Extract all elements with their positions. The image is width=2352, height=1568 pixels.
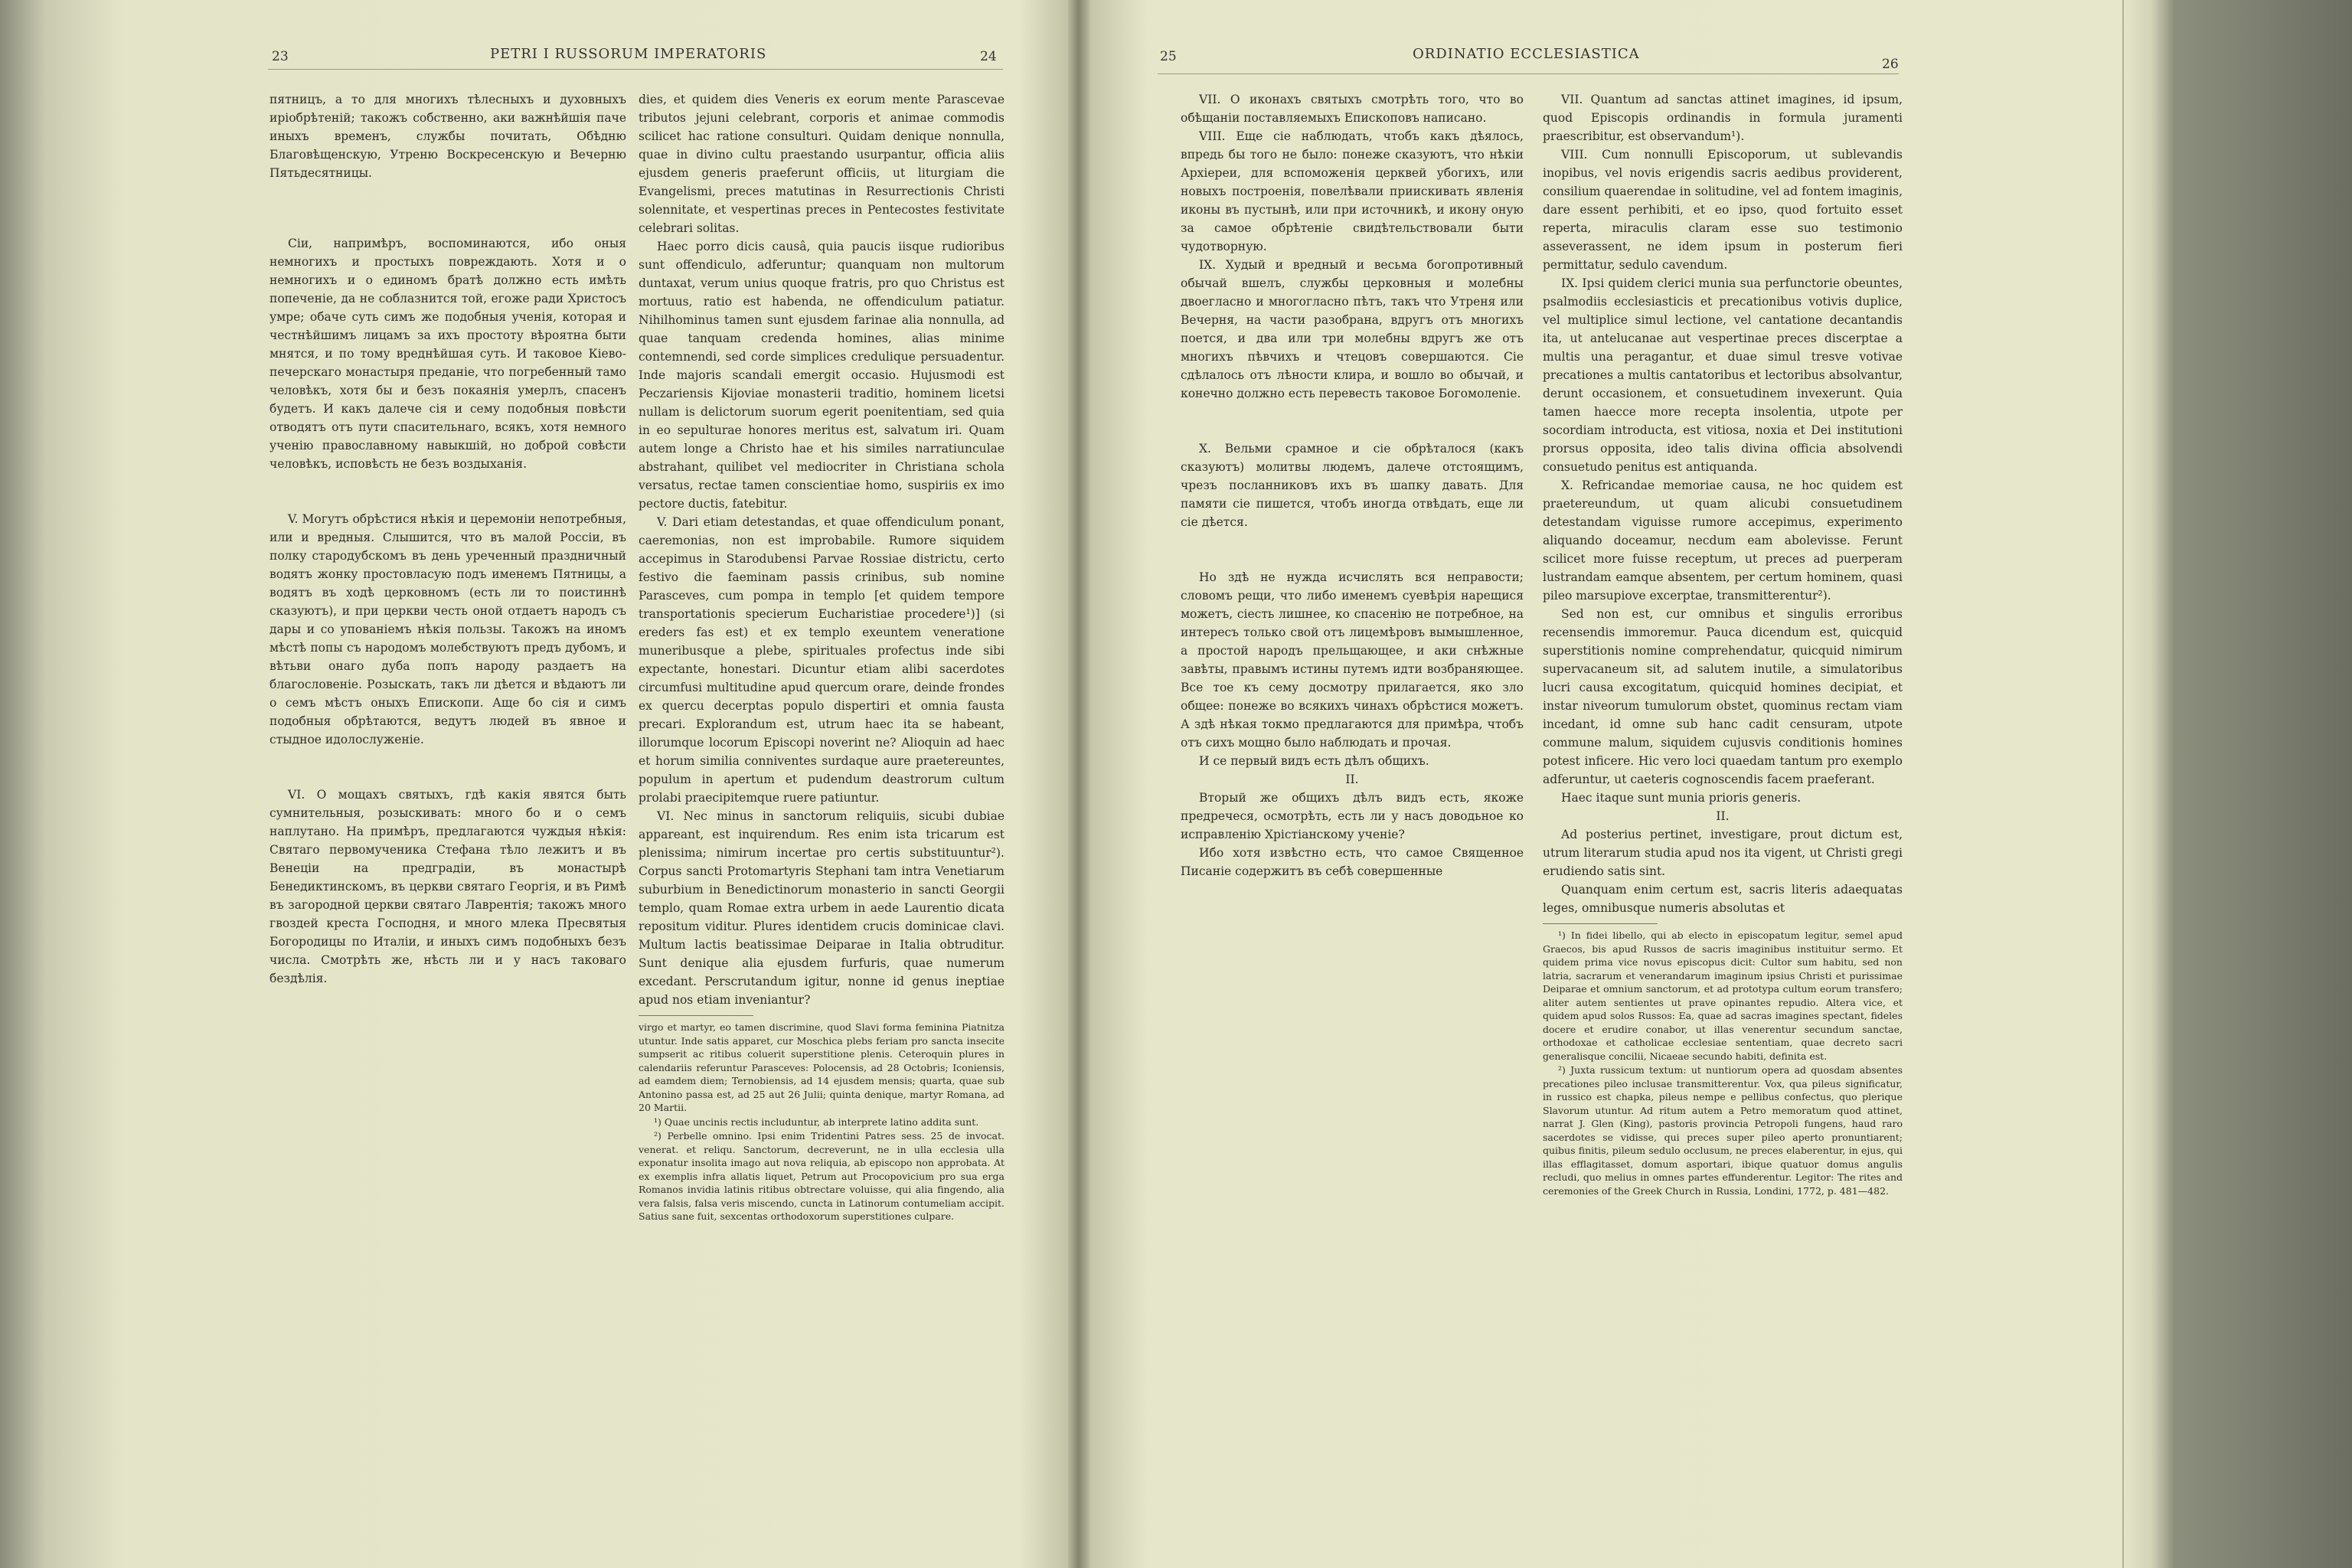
paragraph: Haec itaque sunt munia prioris generis. bbox=[1561, 791, 1802, 805]
paragraph: dies, et quidem dies Veneris ex eorum mente Parascevae tributos jejuni celebrant, corporis et animae commodis scilicet hac ratione consulturi. Quidam denique nonnulla, quae in divino cultu praestando usurpantur, officia aliis ejusdem generis praeferunt officiis, ut liturgiam die Evangelismi, preces matutinas in Resurrectionis Christi solennitate, et vespertinas preces in Pentecostes festivitate celebrari solitas. bbox=[639, 93, 1004, 235]
left-page-latin-column bbox=[639, 90, 1004, 1224]
paragraph: Sed non est, cur omnibus et singulis erroribus recensendis immoremur. Pauca dicendum est, quicquid superstitionis nomine comprehendatur, quicquid nimirum supervacaneum sit, ad salutem inutile, a simulatoribus lucri causa excogitatum, quicquid homines decipiat, et instar niveorum tumulorum obstet, quominus rectam viam incedant, id omne sub hanc cadit censuram, utpote commune malum, siquidem cujusvis conditionis homines potest inficere. Hic vero loci quaedam tantum pro exemplo adferuntur, ut caeteris cognoscendis facem praeferant. bbox=[1543, 607, 1903, 786]
paragraph: И се первый видъ есть дѣлъ общихъ. bbox=[1199, 754, 1429, 768]
paragraph: X. Вельми срамное и сіе обрѣталося (какъ сказуютъ) молитвы людемъ, далече отстоящимъ, чрезъ посланниковъ ихъ въ шапку давать. Для памяти сіе пишется, чтобъ иногда отвѣдать, еще ли сіе дѣется. bbox=[1181, 442, 1524, 529]
paragraph: VI. Nec minus in sanctorum reliquiis, sicubi dubiae appareant, est inquirendum. Res enim ista tricarum est plenissima; nimirum incertae pro certis substituuntur²). Corpus sancti Protomartyris Stephani tam intra Venetiarum suburbium in Benedictinorum monasterio in sancti Georgii templo, quam Romae extra urbem in aede Laurentio dicata repositum viditur. Plures identidem crucis dominicae clavi. Multum lactis beatissimae Deiparae in Italia obtruditur. Sunt denique alia ejusdem furfuris, quae numerum excedant. Perscrutandum igitur, nonne id genus ineptiae apud nos etiam inveniantur? bbox=[639, 809, 1004, 1007]
paragraph: X. Refricandae memoriae causa, ne hoc quidem est praetereundum, ut quam alicubi consuetudinem detestandam viguisse rumore accepimus, experimento aliquando doceamur, necdum eam abolevisse. Ferunt scilicet more fuisse receptum, ut preces ad puerperam lustrandam eamque absentem, per certum hominem, quasi pileo marsupiove excerptae, transmitterentur²). bbox=[1543, 479, 1903, 603]
paragraph: Вторый же общихъ дѣлъ видъ есть, якоже предречеся, осмотрѣть, есть ли у насъ доводьное ко исправленію Хрістіанскому ученіе? bbox=[1181, 791, 1524, 841]
right-page-latin-column bbox=[1543, 90, 1903, 1198]
footnote: ²) Perbelle omnino. Ipsi enim Tridentini Patres sess. 25 de invocat. venerat. et reliqu. Sanctorum, decreverunt, ne in ulla ecclesia ulla exponatur insolita imago aut nova reliquia, ab episcopo non approbata. At ex exemplis infra allatis liquet, Petrum aut Procopovicium pro sua erga Romanos invidia latinis ritibus obtrectare voluisse, qui alia fingendo, alia vera falsis, falsa veris miscendo, cuncta in Latinorum contumeliam accipit. Satius sane fuit, sexcentas orthodoxorum superstitiones culpare. bbox=[639, 1130, 1004, 1222]
footnotes-left bbox=[639, 1021, 1004, 1223]
paragraph: пятницъ, а то для многихъ тѣлесныхъ и духовныхъ иріобрѣтеній; такожъ собственно, аки важнѣйшія паче иныхъ временъ, службы почитать, Обѣдню Благовѣщенскую, Утреню Воскресенскую и Вечерню Пятьдесятницы. bbox=[270, 93, 626, 180]
paragraph: VI. О мощахъ святыхъ, гдѣ какія явятся быть сумнительныя, розыскивать: много бо и о семъ наплутано. На примѣръ, предлагаются чуждыя нѣкія: Святаго первомученика Стефана тѣло лежитъ и въ Венеціи на предградіи, въ монастырѣ Бенедиктинскомъ, въ церкви святаго Георгія, и въ Римѣ въ загородной церкви святаго Лаврентія; такожъ много гвоздей креста Господня, и много млека Пресвятыя Богородицы по Италіи, и иныхъ симъ подобныхъ безъ числа. Смотрѣть же, нѣсть ли и у насъ таковаго бездѣлія. bbox=[270, 788, 626, 985]
footnotes-right bbox=[1543, 929, 1903, 1197]
paragraph: Сіи, напримѣръ, воспоминаются, ибо оныя немногихъ и простыхъ повреждають. Хотя и о немногихъ и о единомъ братѣ должно есть имѣть попеченіе, да не соблазнится той, егоже ради Христосъ умре; обаче суть симъ же подобныя ученія, которая и честнѣйшимъ лицамъ за ихъ простоту вѣроятна быти мнятся, и по тому вреднѣйшая суть. И таковое Кіево-печерскаго монастыря преданіе, что погребенный тамо человѣкъ, хотя бы и безъ покаянія умерлъ, спасенъ будетъ. И какъ далече сія и сему подобныя повѣсти отводятъ отъ пути спасительнаго, всякъ, хотя немного ученію православному навыкшій, но доброй совѣсти человѣкъ, исповѣсть не безъ воздыханія. bbox=[270, 237, 626, 471]
page-number-25: 25 bbox=[1160, 49, 1177, 64]
section-heading: II. bbox=[1345, 773, 1359, 786]
footnote: ¹) Quae uncinis rectis includuntur, ab interprete latino addita sunt. bbox=[654, 1116, 979, 1128]
page-number-23: 23 bbox=[272, 49, 289, 64]
running-header-right: ORDINATIO ECCLESIASTICA bbox=[1413, 46, 1640, 62]
paragraph: Haec porro dicis causâ, quia paucis iisque rudioribus sunt offendiculo, adferuntur; quanquam non multorum duntaxat, verum unius quoque fratris, pro quo Christus est mortuus, ratio est habenda, ne offendiculum patiatur. Nihilhominus tamen sunt ejusdem farinae alia nonnulla, ad quae tanquam credenda homines, alias minime contemnendi, sed corde simplices credulique persuadentur. Inde majoris scandali emergit occasio. Hujusmodi est Peczariensis Kijoviae monasterii traditio, hominem licetsi nullam is delictorum suorum egerit poenitentiam, sed quia in eo sepulturae honores meritus est, salvatum iri. Quam autem longe a Christo hae et his similes narratiunculae abstrahant, quilibet vel mediocriter in Christiana schola versatus, rectae tamen conscientiae homo, suspiriis ex imo pectore ductis, fatebitur. bbox=[639, 240, 1004, 511]
page-number-26: 26 bbox=[1882, 57, 1899, 72]
page-edge bbox=[2122, 0, 2124, 1568]
left-page-russian-column bbox=[270, 90, 626, 988]
paragraph: VIII. Еще сіе наблюдать, чтобъ какъ дѣялось, впредь бы того не было: понеже сказуютъ, что нѣкіи Архіереи, для вспоможенія церквей убогихъ, или новыхъ построенія, повелѣвали приискивать явленія иконы въ пустынѣ, или при источникѣ, и икону оную за самое обрѣтеніе свидѣтельствовали быти чудотворную. bbox=[1181, 129, 1524, 253]
paragraph: Ибо хотя извѣстно есть, что самое Священное Писаніе содержитъ въ себѣ совершенные bbox=[1181, 846, 1524, 878]
footnote-rule bbox=[1543, 923, 1658, 924]
section-heading: II. bbox=[1716, 809, 1730, 823]
paragraph: IX. Худый и вредный и весьма богопротивный обычай вшелъ, службы церковныя и молебны двоегласно и многогласно пѣтъ, такъ что Утреня или Вечерня, на части разобрана, вдругъ отъ многихъ поется, и два или три молебны вдругъ же отъ многихъ пѣвчихъ и чтецовъ совершаются. Сіе сдѣлалось отъ лѣности клира, и вошло во обычай, и конечно должно есть перевесть таковое Богомолеnie. bbox=[1181, 258, 1524, 400]
paragraph: Ad posterius pertinet, investigare, prout dictum est, utrum literarum studia apud nos ita vigent, ut Christi gregi erudiendo satis sint. bbox=[1543, 828, 1903, 878]
footnote: ²) Juxta russicum textum: ut nuntiorum opera ad quosdam absentes precationes pileo inclusae transmitterentur. Vox, qua pileus significatur, in russico est chapka, pileus nempe e pellibus confectus, quo plerique Slavorum utuntur. Ad ritum autem a Petro memoratum quod attinet, narrat J. Glen (King), pastoris provincia Petropoli fungens, haud raro sacerdotes se vidisse, qui preces super pileo aperto pronuntiarent; quibus finitis, pileum sedulo occlusum, ne preces elaberentur, in ejus, qui illas efflagitasset, domum asportari, ibique quatuor domus angulis recludi, quo melius in omnes partes effunderentur. Legitor: The rites and ceremonies of the Greek Church in Russia, Londini, 1772, p. 481—482. bbox=[1543, 1064, 1903, 1197]
book-gutter bbox=[1068, 0, 1089, 1568]
paragraph: VII. О иконахъ святыхъ смотрѣть того, что во обѣщаніи поставляемыхъ Епископовъ написано. bbox=[1181, 93, 1524, 125]
running-header-left: PETRI I RUSSORUM IMPERATORIS bbox=[490, 46, 767, 62]
header-rule-left bbox=[268, 69, 1003, 70]
footnote: virgo et martyr, eo tamen discrimine, quod Slavi forma feminina Piatnitza utuntur. Inde satis apparet, cur Moschica plebs feriam pro sancta insecite sumpserit ac ritibus coluerit superstitione plenis. Ceteroquin plures in calendariis referuntur Parasceves: Polocensis, ad 28 Octobris; Iconiensis, ad eamdem diem; Ternobiensis, ad 14 ejusdem mensis; quarta, quae sub Antonino passa est, ad 25 aut 26 Julii; quinta denique, martyr Romana, ad 20 Martii. bbox=[639, 1021, 1004, 1113]
paragraph: Но здѣ не нужда исчислять вся неправости; словомъ рещи, что либо именемъ суевѣрія нарещися можетъ, сіесть лишнее, ко спасенію не потребное, на интересъ только свой отъ лицемѣровъ вымышленное, а простой народъ прельщающее, и аки снѣжные завѣты, правымъ истины путемъ идти возбраняющее. Все тое къ сему досмотру прилагается, яко зло общее: понеже во всякихъ чинахъ обрѣстися можетъ. А здѣ нѣкая токмо предлагаются для примѣра, чтобъ отъ сихъ мощно было наблюдать и прочая. bbox=[1181, 570, 1524, 750]
footnote: ¹) In fidei libello, qui ab electo in episcopatum legitur, semel apud Graecos, bis apud Russos de sacris imaginibus instituitur sermo. Et quidem prima vice novus episcopus dicit: Cultor sum habitu, sed non latria, sacrarum et venerandarum imaginum ipsius Christi et purissimae Deiparae et omnium sanctorum, et ad prototypa cultum eorum transfero; aliter autem sentientes ut prave opinantes repudio. Altera vice, et quidem apud solos Russos: Ea, quae ad sacras imagines spectant, fideles docere et erudire conabor, ut illas venerentur secundum sanctae, orthodoxae et catholicae ecclesiae sententiam, quae decreto sacri generalisque concilii, Nicaeae secundo habiti, definita est. bbox=[1543, 929, 1903, 1062]
paragraph: V. Dari etiam detestandas, et quae offendiculum ponant, caeremonias, non est improbabile. Rumore siquidem accepimus in Starodubensi Parvae Rossiae districtu, certo festivo die faeminam passis crinibus, sub nomine Parasceves, cum pompa in templo [et quidem tempore transportationis specierum Eucharistiae procedere¹)] (si ereders fas est) et ex templo exeuntem veneratione muneribusque a plebe, spirituales profectus inde sibi expectante, honestari. Dicuntur etiam alibi sacerdotes circumfusi multitudine apud quercum orare, deinde frondes ex quercu decerptas populo dispertiri et omnia fausta precari. Explorandum est, utrum haec ita se habeant, illorumque locorum Episcopi noverint ne? Alioquin ad haec et horum similia conniventes surdaque aure praetereuntes, populum in apertum et pudendum deastrorum cultum prolabi praecipitemque ruere patiuntur. bbox=[639, 515, 1004, 805]
paragraph: IX. Ipsi quidem clerici munia sua perfunctorie obeuntes, psalmodiis ecclesiasticis et precationibus votivis duplice, vel multiplice simul lectione, vel cantatione decantandis ita, ut antelucanae aut vespertinae preces discerptae a multis una peragantur, et duae simul tresve votivae precationes a multis cantatoribus et lectoribus absolvantur, derunt occasionem, et consuetudinem invexerunt. Quia tamen haecce more recepta insolentia, utpote per socordiam introducta, est vitiosa, noxia et Dei institutioni prorsus opposita, ideo talis divina officia absolvendi consuetudo penitus est antiquanda. bbox=[1543, 276, 1903, 474]
paragraph: V. Могутъ обрѣстися нѣкія и церемоніи непотребныя, или и вредныя. Слышится, что въ малой Россіи, въ полку стародубскомъ въ день уреченный праздничный водятъ жонку простовласую подъ именемъ Пятницы, а водятъ въ ходѣ церковномъ (есть ли то поистиннѣ сказуютъ), и при церкви честь оной отдаетъ народъ съ дары и со упованіемъ нѣкія пользы. Такожъ на иномъ мѣстѣ попы съ народомъ молебствуютъ предъ дубомъ, и вѣтьви онаго дуба попъ народу раздаетъ на благословеніе. Розыскать, такъ ли дѣется и вѣдаютъ ли о семъ мѣстъ оныхъ Епископи. Аще бо сія и симъ подобныя обрѣтаются, ведутъ людей въ явное и стыдное идолослуженіе. bbox=[270, 512, 626, 746]
right-page-russian-column bbox=[1181, 90, 1524, 880]
footnote-rule bbox=[639, 1015, 753, 1016]
paragraph: VII. Quantum ad sanctas attinet imagines, id ipsum, quod Episcopis ordinandis in formula juramenti praescribitur, est observandum¹). bbox=[1543, 93, 1903, 143]
paragraph: VIII. Cum nonnulli Episcoporum, ut sublevandis inopibus, vel novis erigendis sacris aedibus providerent, consilium quaerendae in solitudine, vel ad fontem imaginis, dare essent perhibiti, et eo ipso, quod fortuito esset reperta, miraculis claram esse suo testimonio asseverassent, ne idem ipsum in posterum fieri permittatur, sedulo cavendum. bbox=[1543, 148, 1903, 272]
paragraph: Quanquam enim certum est, sacris literis adaequatas leges, omnibusque numeris absolutas et bbox=[1543, 883, 1903, 915]
page-number-24: 24 bbox=[980, 49, 997, 64]
